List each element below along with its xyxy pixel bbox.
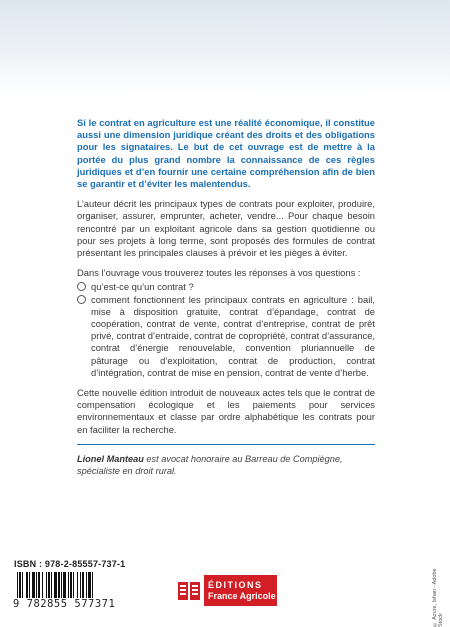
list-item [77,294,375,379]
question-text: qu’est-ce qu’un contrat ? [91,281,194,293]
author-name: Lionel Manteau [77,454,144,464]
photo-credit: © Azure, Ishan - Adobe Stock [432,568,444,627]
publisher-emblem-icon [174,575,204,606]
author-bio [77,444,375,477]
back-cover-text [77,117,375,444]
barcode-digits: 9 782855 577371 [13,598,116,610]
author-bio-text: est avocat honoraire au Barreau de Compiègne, spécialiste en droit rural. [77,454,343,477]
top-background-band [0,0,450,95]
circle-bullet-icon [77,282,86,291]
new-edition-paragraph: Cette nouvelle édition introduit de nouveaux actes tels que le contrat de compensation écologique et les paiements pour services environnementaux et classe par ordre alphabétique les contrats pour en faciliter la recherche. [77,387,375,435]
list-item [77,281,375,293]
questions-lead: Dans l’ouvrage vous trouverez toutes les réponses à vos questions : [77,267,361,279]
questions-list [77,281,375,379]
publisher-logo [174,575,277,606]
intro-paragraph: Si le contrat en agriculture est une réalité économique, il constitue aussi une dimension juridique créant des droits et des obligations pour les signataires. Le but de cet ouvrage est de mettre à la portée du plus grand nombre la connaissance de ces règles juridiques et d’en fournir une certaine compréhension afin de bien se garantir et d’éviter les malentendus. [77,117,375,190]
circle-bullet-icon [77,295,86,304]
publisher-line1: ÉDITIONS [208,579,263,590]
description-paragraph: L’auteur décrit les principaux types de contrats pour exploiter, produire, organiser, assurer, emprunter, acheter, vendre... Pour chaque besoin rencontré par un exploitant agricole dans sa gestion quotidienne ou pour ses projets à long terme, sont proposés des formules de contrat présentant les principales clauses à prévoir et les pièges à éviter. [77,198,375,259]
isbn-label: ISBN : 978-2-85557-737-1 [14,559,126,569]
publisher-line2: France Agricole [208,590,276,601]
question-text: comment fonctionnent les principaux contrats en agriculture : bail, mise à disposition gratuite, contrat d’épandage, contrat de coopération, contrat de vente, contrat d’entreprise, contrat de prêt privé, contrat d’entraide, contrat de copropriété, contrat d’assurance, contrat d’énergie renouvelable, convention pluriannuelle de pâturage ou d’exploitation, contrat de production, contrat d’intégration, contrat de mise en pension, contrat de vente d’herbe. [91,293,376,378]
